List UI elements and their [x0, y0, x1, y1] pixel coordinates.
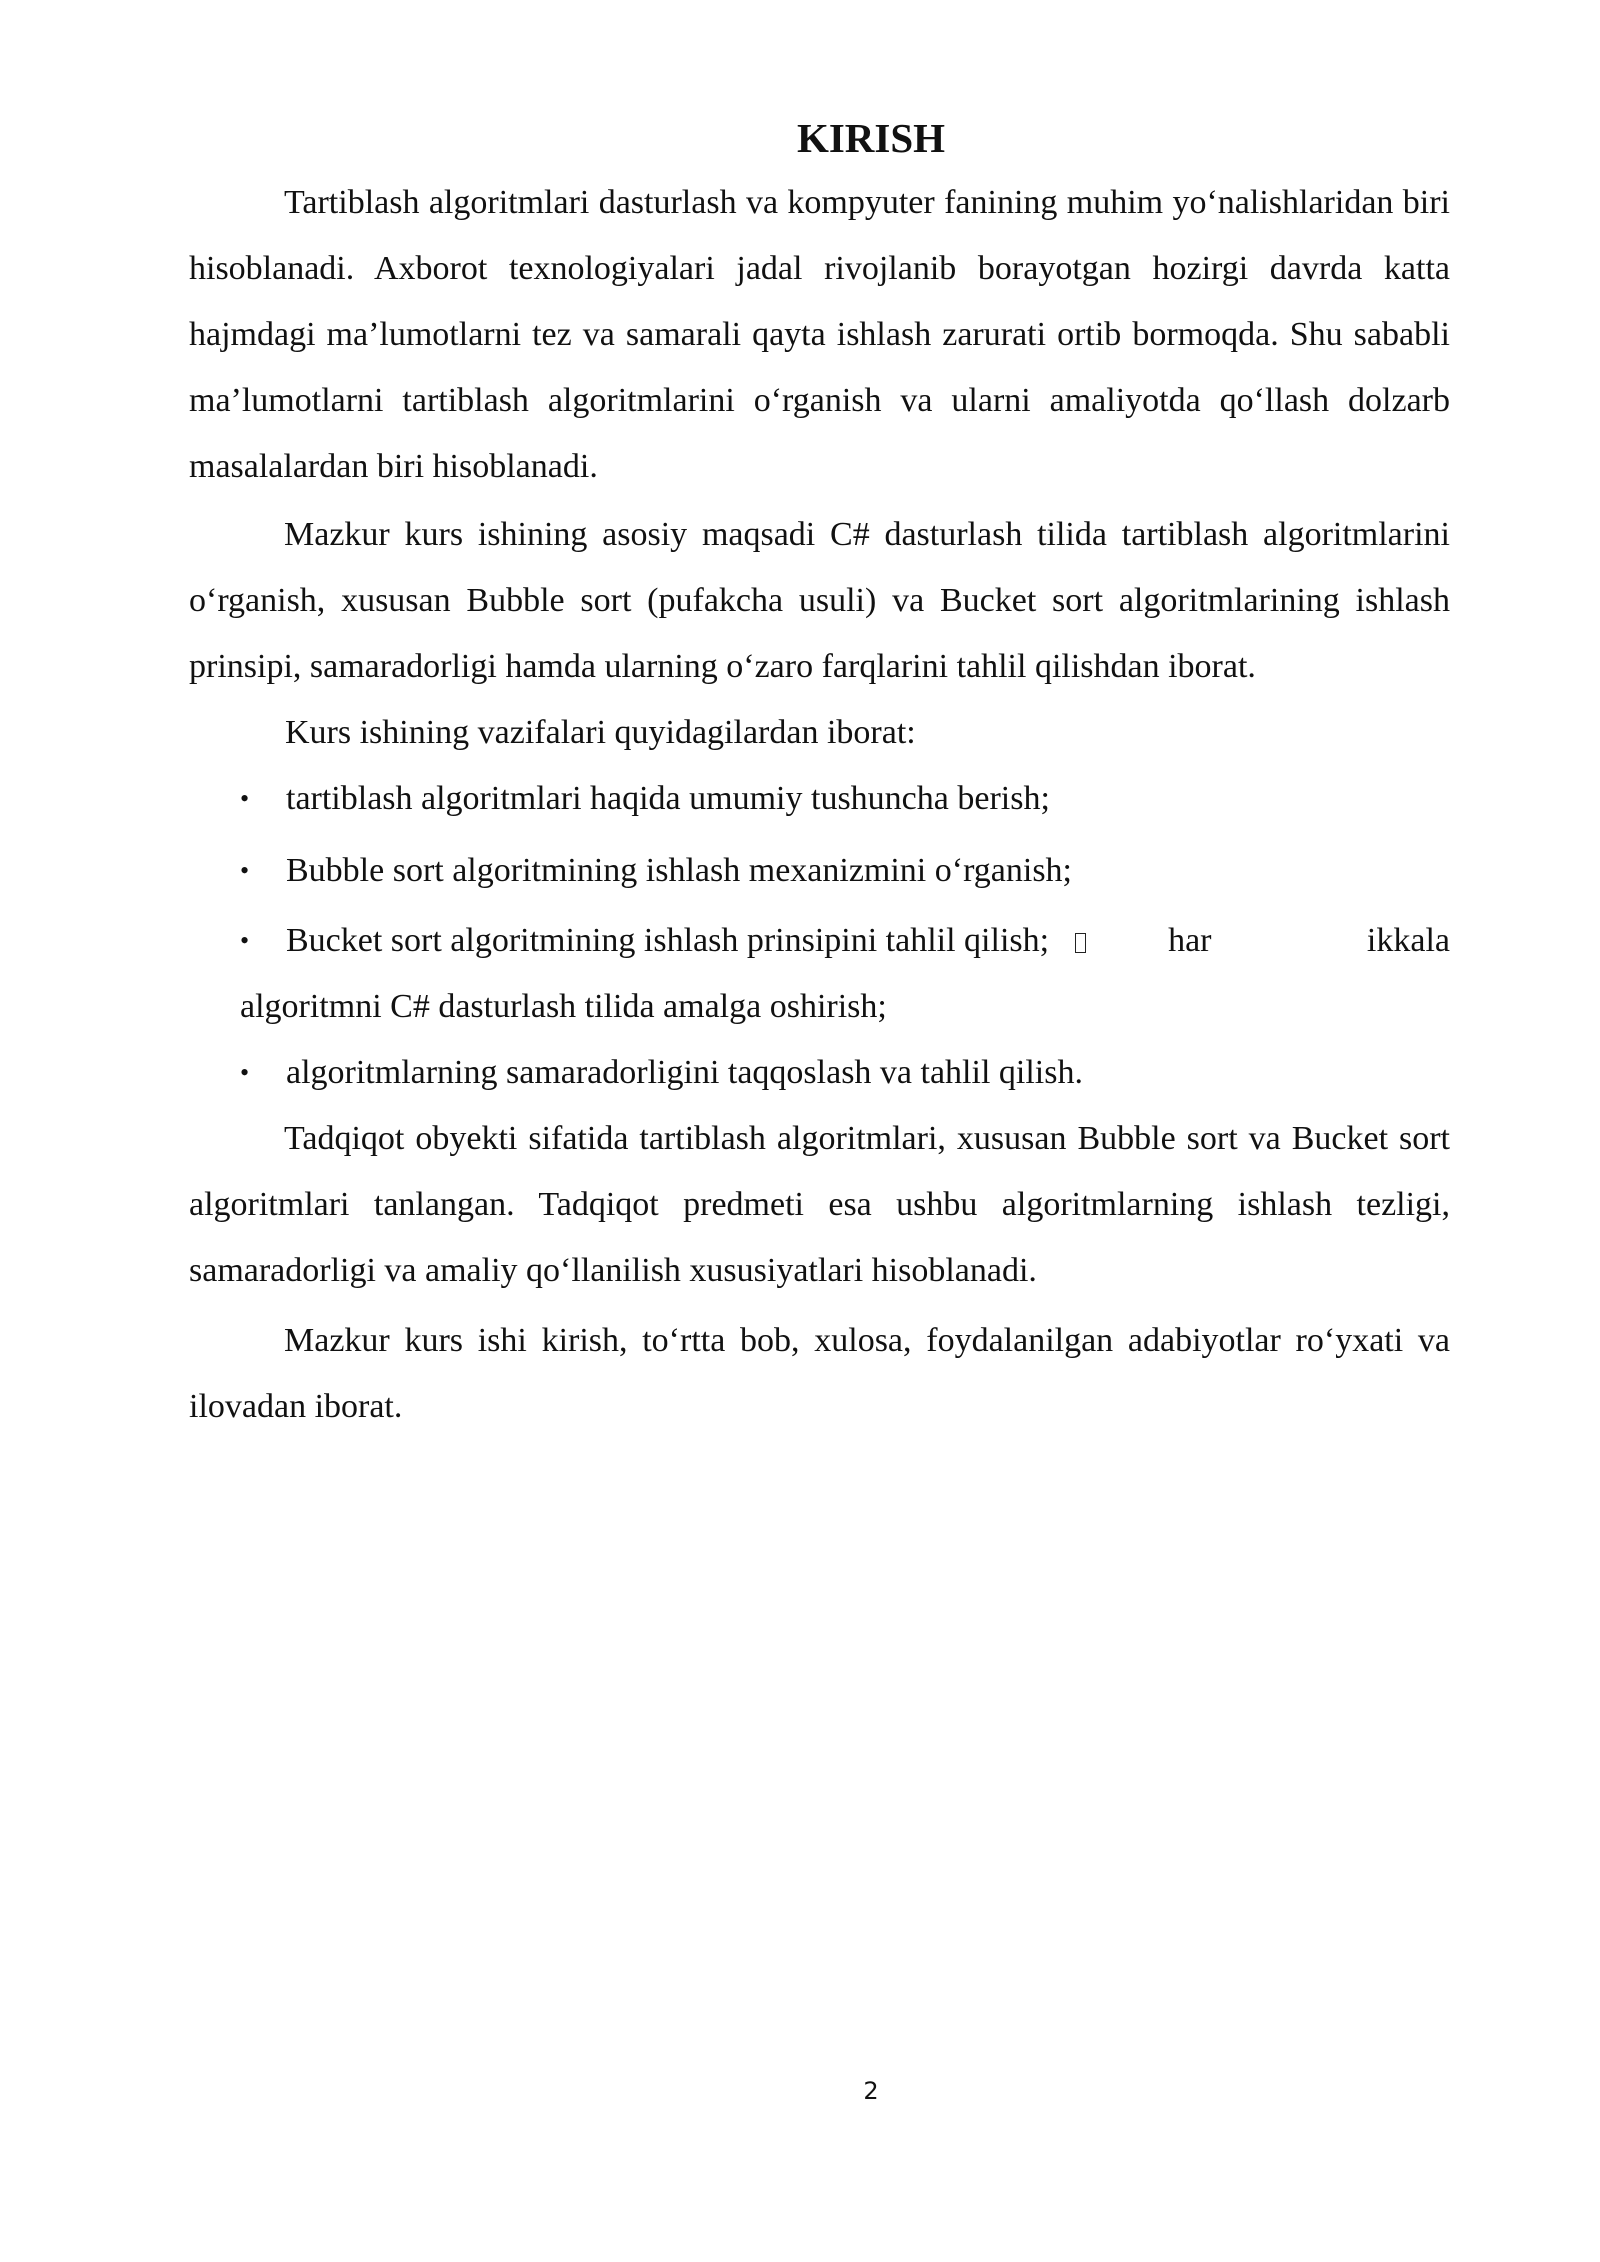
- list-item-text: algoritmlarning samaradorligini taqqoslash va tahlil qilish.: [286, 1054, 1083, 1091]
- bullet-icon: •: [240, 1058, 250, 1087]
- bullet-icon: •: [240, 784, 250, 813]
- intro-paragraph-4: Mazkur kurs ishi kirish, to‘rtta bob, xulosa, foydalanilgan adabiyotlar ro‘yxati va ilovadan iborat.: [189, 1322, 1450, 1425]
- intro-paragraph-2: Mazkur kurs ishining asosiy maqsadi C# dasturlash tilida tartiblash algoritmlarini o‘rganish, xususan Bubble sort (pufakcha usuli) va Bucket sort algoritmlarining ishlash prinsipi, samaradorligi hamda ularning o‘zaro farqlarini tahlil qilishdan iborat.: [189, 516, 1450, 685]
- list-item-text: tartiblash algoritmlari haqida umumiy tushuncha berish;: [286, 780, 1050, 817]
- section-heading: KIRISH: [796, 115, 946, 161]
- list-item-continuation: [1168, 908, 1450, 974]
- list-item-word: ikkala: [1366, 922, 1450, 959]
- bullet-icon: •: [240, 926, 250, 955]
- list-item: [189, 766, 1450, 832]
- list-item-word: har: [1168, 922, 1212, 959]
- list-item-line: [189, 908, 1450, 974]
- list-item: [189, 838, 1450, 904]
- list-item-text: algoritmni C# dasturlash tilida amalga oshirish;: [240, 988, 887, 1025]
- body-text: [189, 170, 1450, 1440]
- intro-paragraph-1: Tartiblash algoritmlari dasturlash va kompyuter fanining muhim yo‘nalishlaridan biri hisoblanadi. Axborot texnologiyalari jadal rivojlanib borayotgan hozirgi davrda katta hajmdagi ma’lumotlarni tez va samarali qayta ishlash zarurati ortib bormoqda. Shu sababli ma’lumotlarni tartiblash algoritmlarini o‘rganish va ularni amaliyotda qo‘llash dolzarb masalalardan biri hisoblanadi.: [189, 184, 1450, 485]
- page-number: 2: [863, 2077, 879, 2105]
- bullet-icon: •: [240, 856, 250, 885]
- list-item-text: Bucket sort algoritmining ishlash prinsipini tahlil qilish;: [286, 922, 1050, 959]
- list-item: [189, 908, 1450, 1040]
- missing-glyph-icon: [1075, 933, 1086, 953]
- list-item: [189, 1040, 1450, 1106]
- tasks-intro: Kurs ishining vazifalari quyidagilardan iborat:: [285, 714, 916, 751]
- tasks-list: [189, 766, 1450, 1106]
- intro-paragraph-3: Tadqiqot obyekti sifatida tartiblash algoritmlari, xususan Bubble sort va Bucket sort algoritmlari tanlangan. Tadqiqot predmeti esa ushbu algoritmlarning ishlash tezligi, samaradorligi va amaliy qo‘llanilish xususiyatlari hisoblanadi.: [189, 1120, 1450, 1289]
- list-item-text: Bubble sort algoritmining ishlash mexanizmini o‘rganish;: [286, 852, 1073, 889]
